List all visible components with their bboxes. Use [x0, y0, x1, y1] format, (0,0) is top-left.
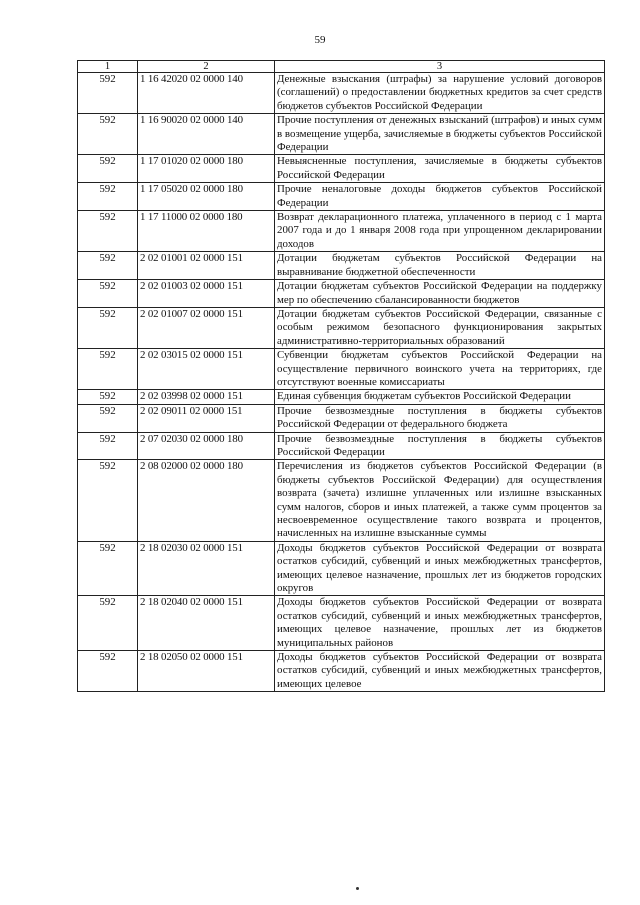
revenue-code: 1 17 01020 02 0000 180 [138, 155, 275, 183]
revenue-code: 2 02 01007 02 0000 151 [138, 307, 275, 348]
administrator-code: 592 [78, 114, 138, 155]
table-header [78, 61, 605, 73]
revenue-description: Дотации бюджетам субъектов Российской Федерации на выравнивание бюджетной обеспеченности [275, 252, 605, 280]
administrator-code: 592 [78, 183, 138, 211]
revenue-code: 2 02 09011 02 0000 151 [138, 404, 275, 432]
administrator-code: 592 [78, 349, 138, 390]
administrator-code: 592 [78, 155, 138, 183]
revenue-code: 1 17 11000 02 0000 180 [138, 211, 275, 252]
revenue-code: 1 16 90020 02 0000 140 [138, 114, 275, 155]
table-row [78, 280, 605, 308]
revenue-code: 1 17 05020 02 0000 180 [138, 183, 275, 211]
table-row [78, 155, 605, 183]
table-row [78, 460, 605, 541]
table-row [78, 541, 605, 596]
administrator-code: 592 [78, 252, 138, 280]
revenue-code: 2 02 01003 02 0000 151 [138, 280, 275, 308]
administrator-code: 592 [78, 404, 138, 432]
revenue-description: Дотации бюджетам субъектов Российской Федерации на поддержку мер по обеспечению сбалансированности бюджетов [275, 280, 605, 308]
revenue-code: 1 16 42020 02 0000 140 [138, 73, 275, 114]
administrator-code: 592 [78, 73, 138, 114]
revenue-codes-table [77, 60, 605, 692]
revenue-code: 2 18 02050 02 0000 151 [138, 651, 275, 692]
table-row [78, 404, 605, 432]
revenue-description: Возврат декларационного платежа, уплаченного в период с 1 марта 2007 года и до 1 января 2008 года при упрощенном декларировании доходов [275, 211, 605, 252]
revenue-description: Прочие безвозмездные поступления в бюджеты субъектов Российской Федерации от федерального бюджета [275, 404, 605, 432]
revenue-description: Денежные взыскания (штрафы) за нарушение условий договоров (соглашений) о предоставлении бюджетных кредитов за счет средств бюджетов субъектов Российской Федерации [275, 73, 605, 114]
revenue-code: 2 18 02030 02 0000 151 [138, 541, 275, 596]
revenue-description: Единая субвенция бюджетам субъектов Российской Федерации [275, 390, 605, 404]
table-row [78, 307, 605, 348]
revenue-code: 2 07 02030 02 0000 180 [138, 432, 275, 460]
page-number: 59 [314, 34, 326, 46]
table-row [78, 114, 605, 155]
table-body [78, 73, 605, 692]
table-row [78, 349, 605, 390]
administrator-code: 592 [78, 596, 138, 651]
revenue-code: 2 02 03015 02 0000 151 [138, 349, 275, 390]
administrator-code: 592 [78, 280, 138, 308]
table-row [78, 73, 605, 114]
revenue-description: Прочие безвозмездные поступления в бюджеты субъектов Российской Федерации [275, 432, 605, 460]
revenue-code: 2 02 01001 02 0000 151 [138, 252, 275, 280]
header-row [78, 61, 605, 73]
scan-speck [356, 887, 359, 890]
revenue-description: Невыясненные поступления, зачисляемые в бюджеты субъектов Российской Федерации [275, 155, 605, 183]
table-row [78, 596, 605, 651]
revenue-description: Дотации бюджетам субъектов Российской Федерации, связанные с особым режимом безопасного функционирования закрытых административно-территориальных образований [275, 307, 605, 348]
administrator-code: 592 [78, 390, 138, 404]
revenue-description: Доходы бюджетов субъектов Российской Федерации от возврата остатков субсидий, субвенций и иных межбюджетных трансфертов, имеющих целевое [275, 651, 605, 692]
revenue-description: Прочие неналоговые доходы бюджетов субъектов Российской Федерации [275, 183, 605, 211]
table-row [78, 651, 605, 692]
revenue-code: 2 18 02040 02 0000 151 [138, 596, 275, 651]
administrator-code: 592 [78, 651, 138, 692]
column-header-3: 3 [275, 61, 605, 73]
revenue-code: 2 02 03998 02 0000 151 [138, 390, 275, 404]
revenue-description: Перечисления из бюджетов субъектов Российской Федерации (в бюджеты субъектов Российской Федерации) для осуществления возврата (зачета) излишне уплаченных или излишне взысканных сумм налогов, сборов и иных платежей, а также сумм процентов за несвоевременное осуществление такого возврата и процентов, начисленных на излишне взысканные суммы [275, 460, 605, 541]
administrator-code: 592 [78, 541, 138, 596]
revenue-description: Доходы бюджетов субъектов Российской Федерации от возврата остатков субсидий, субвенций и иных межбюджетных трансфертов, имеющих целевое назначение, прошлых лет из бюджетов городских округов [275, 541, 605, 596]
table-row [78, 432, 605, 460]
table-row [78, 183, 605, 211]
administrator-code: 592 [78, 432, 138, 460]
revenue-description: Субвенции бюджетам субъектов Российской Федерации на осуществление первичного воинского учета на территориях, где отсутствуют военные комиссариаты [275, 349, 605, 390]
table-row [78, 211, 605, 252]
table-row [78, 390, 605, 404]
column-header-1: 1 [78, 61, 138, 73]
administrator-code: 592 [78, 307, 138, 348]
column-header-2: 2 [138, 61, 275, 73]
administrator-code: 592 [78, 460, 138, 541]
revenue-description: Прочие поступления от денежных взысканий (штрафов) и иных сумм в возмещение ущерба, зачисляемые в бюджеты субъектов Российской Федерации [275, 114, 605, 155]
table-row [78, 252, 605, 280]
revenue-code: 2 08 02000 02 0000 180 [138, 460, 275, 541]
revenue-description: Доходы бюджетов субъектов Российской Федерации от возврата остатков субсидий, субвенций и иных межбюджетных трансфертов, имеющих целевое назначение, прошлых лет из бюджетов муниципальных районов [275, 596, 605, 651]
administrator-code: 592 [78, 211, 138, 252]
